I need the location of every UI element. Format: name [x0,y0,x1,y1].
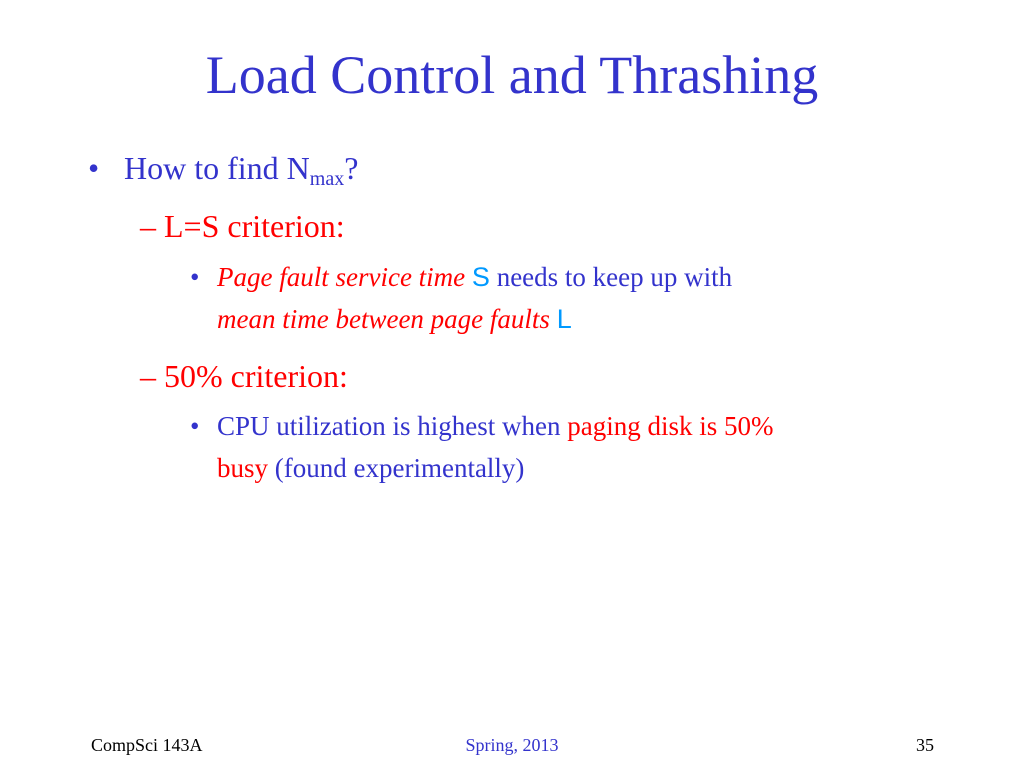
bullet-marker: • [88,150,100,186]
sub-bullet-fifty-criterion [140,356,348,396]
bullet-marker: • [190,262,200,292]
ls-detail-term-1: Page fault service time [217,262,466,292]
slide-title: Load Control and Thrashing [205,45,819,105]
fifty-detail-emphasis-2: busy [217,453,269,483]
fifty-detail-emphasis-1: paging disk is 50% [567,411,774,441]
question-prefix: How to find N [124,150,310,186]
fifty-detail-line-1 [217,409,774,443]
ls-detail-line-1 [217,260,732,294]
fifty-criterion-label: 50% criterion: [164,358,348,394]
ls-detail-text: needs to keep up with [496,262,733,292]
footer-term: Spring, 2013 [465,735,559,755]
ls-detail-symbol-s: S [471,262,490,292]
ls-detail-line-2 [217,302,572,336]
dash-marker: – [140,208,156,244]
bullet-marker: • [190,411,200,441]
sub-bullet-ls-criterion [140,206,345,246]
ls-detail-term-2: mean time between page faults [217,304,550,334]
bullet-how-to-find-nmax [124,148,358,188]
question-subscript: max [309,168,345,190]
footer-slide-number: 35 [916,735,934,755]
ls-criterion-label: L=S criterion: [164,208,345,244]
question-suffix: ? [344,150,359,186]
fifty-detail-line-2 [217,451,524,485]
fifty-detail-text-2: (found experimentally) [274,453,525,483]
ls-detail-symbol-l: L [556,304,572,334]
dash-marker: – [140,358,156,394]
fifty-detail-text-1: CPU utilization is highest when [217,411,561,441]
footer-course: CompSci 143A [91,735,203,755]
